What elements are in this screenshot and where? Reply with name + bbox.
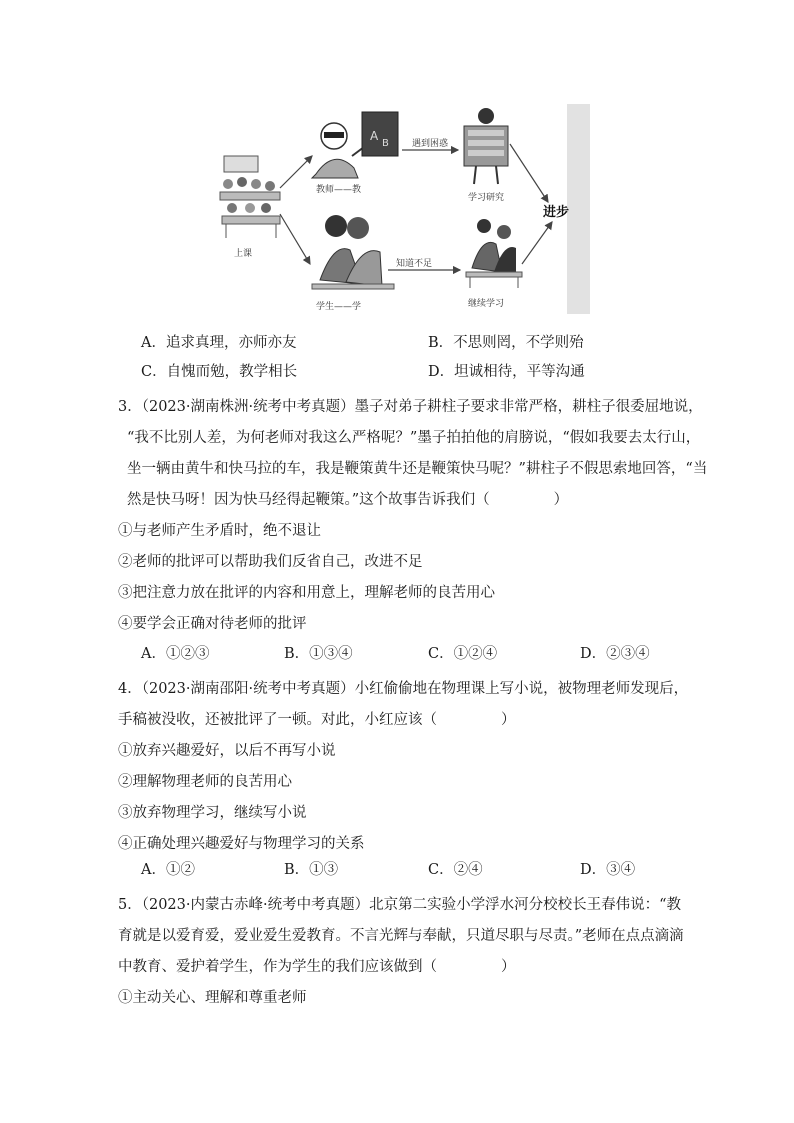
label-teacher: 教师——教	[316, 185, 362, 195]
research-illustration	[464, 108, 508, 184]
q3-option-d[interactable]: D．②③④	[580, 646, 650, 662]
q2-option-b[interactable]: B．不思则罔，不学则殆	[428, 335, 584, 351]
q2-option-d[interactable]: D．坦诚相待，平等沟通	[428, 364, 585, 380]
q4-option-d[interactable]: D．③④	[580, 862, 636, 878]
question-4	[118, 674, 689, 860]
q4-stem-line-1: 4．（2023·湖南邵阳·统考中考真题）小红偷偷地在物理课上写小说，被物理老师发现后，	[118, 681, 689, 697]
q3-option-c[interactable]: C．①②④	[428, 646, 498, 662]
label-student: 学生——学	[316, 302, 362, 312]
q4-item-3: ③放弃物理学习，继续写小说	[118, 805, 307, 821]
q2-option-a[interactable]: A．追求真理，亦师亦友	[141, 335, 297, 351]
label-insufficient: 知道不足	[396, 259, 433, 269]
q4-option-c[interactable]: C．②④	[428, 862, 483, 878]
teacher-illustration	[312, 112, 398, 178]
q3-stem-line-1: 3．（2023·湖南株洲·统考中考真题）墨子对弟子耕柱子要求非常严格，耕柱子很委屈地说，	[118, 399, 703, 415]
q4-option-a[interactable]: A．①②	[141, 862, 195, 878]
q4-paren-close: ）	[501, 712, 516, 728]
q3-item-2: ②老师的批评可以帮助我们反省自己，改进不足	[118, 554, 423, 570]
q2-option-c[interactable]: C．自愧而勉，教学相长	[141, 364, 298, 380]
q4-stem-line-2-text: 手稿被没收，还被批评了一顿。对此，小红应该（	[118, 712, 437, 728]
label-continue: 继续学习	[468, 299, 505, 309]
q4-item-4: ④正确处理兴趣爱好与物理学习的关系	[118, 836, 365, 852]
classroom-illustration	[220, 156, 280, 238]
label-class: 上课	[234, 249, 253, 259]
q4-item-2: ②理解物理老师的良苦用心	[118, 774, 292, 790]
arrow-research-progress	[510, 144, 548, 202]
q3-stem-line-2: “我不比别人差，为何老师对我这么严格呢？”墨子拍拍他的肩膀说，“假如我要去太行山，	[127, 430, 701, 446]
q3-option-a[interactable]: A．①②③	[141, 646, 210, 662]
label-progress: 进步	[543, 205, 570, 220]
q3-stem-line-4	[118, 485, 658, 516]
label-research: 学习研究	[468, 193, 505, 203]
students-illustration	[312, 215, 394, 289]
q5-paren-close: ）	[501, 959, 516, 975]
q3-item-1: ①与老师产生矛盾时，绝不退让	[118, 523, 321, 539]
diagram-svg	[212, 104, 590, 314]
page-edge-shadow	[567, 104, 590, 314]
q5-stem-line-1: 5．（2023·内蒙古赤峰·统考中考真题）北京第二实验小学浮水河分校校长王春伟说：“教	[118, 897, 682, 913]
svg-text:B: B	[382, 138, 389, 149]
q5-stem-line-2: 育就是以爱育爱，爱业爱生爱教育。不言光辉与奉献，只道尽职与尽责。”老师在点点滴滴	[118, 928, 684, 944]
q5-stem-line-3-text: 中教育、爱护着学生，作为学生的我们应该做到（	[118, 959, 437, 975]
svg-text:A: A	[370, 129, 379, 143]
q3-paren-close: ）	[553, 492, 569, 508]
q3-stem-line-3: 坐一辆由黄牛和快马拉的车，我是鞭策黄牛还是鞭策快马呢？”耕柱子不假思索地回答，“当	[127, 461, 708, 477]
q4-stem-line-2	[118, 705, 658, 736]
q3-option-b[interactable]: B．①③④	[284, 646, 353, 662]
arrow-to-student	[280, 214, 310, 264]
q4-option-b[interactable]: B．①③	[284, 862, 339, 878]
q3-item-3: ③把注意力放在批评的内容和用意上，理解老师的良苦用心	[118, 585, 495, 601]
q5-stem-line-3	[118, 952, 658, 983]
question-5	[118, 890, 684, 1014]
q3-stem-line-4-text: 然是快马呀！因为快马经得起鞭策。”这个故事告诉我们（	[127, 492, 490, 508]
question-3	[118, 392, 708, 640]
arrow-continue-progress	[522, 222, 552, 264]
label-problem: 遇到困惑	[412, 139, 449, 149]
q5-item-1: ①主动关心、理解和尊重老师	[118, 990, 307, 1006]
q4-item-1: ①放弃兴趣爱好，以后不再写小说	[118, 743, 336, 759]
teaching-learning-diagram	[212, 104, 590, 314]
continue-study-illustration	[466, 219, 522, 288]
arrow-to-teacher	[280, 156, 312, 188]
q3-item-4: ④要学会正确对待老师的批评	[118, 616, 307, 632]
